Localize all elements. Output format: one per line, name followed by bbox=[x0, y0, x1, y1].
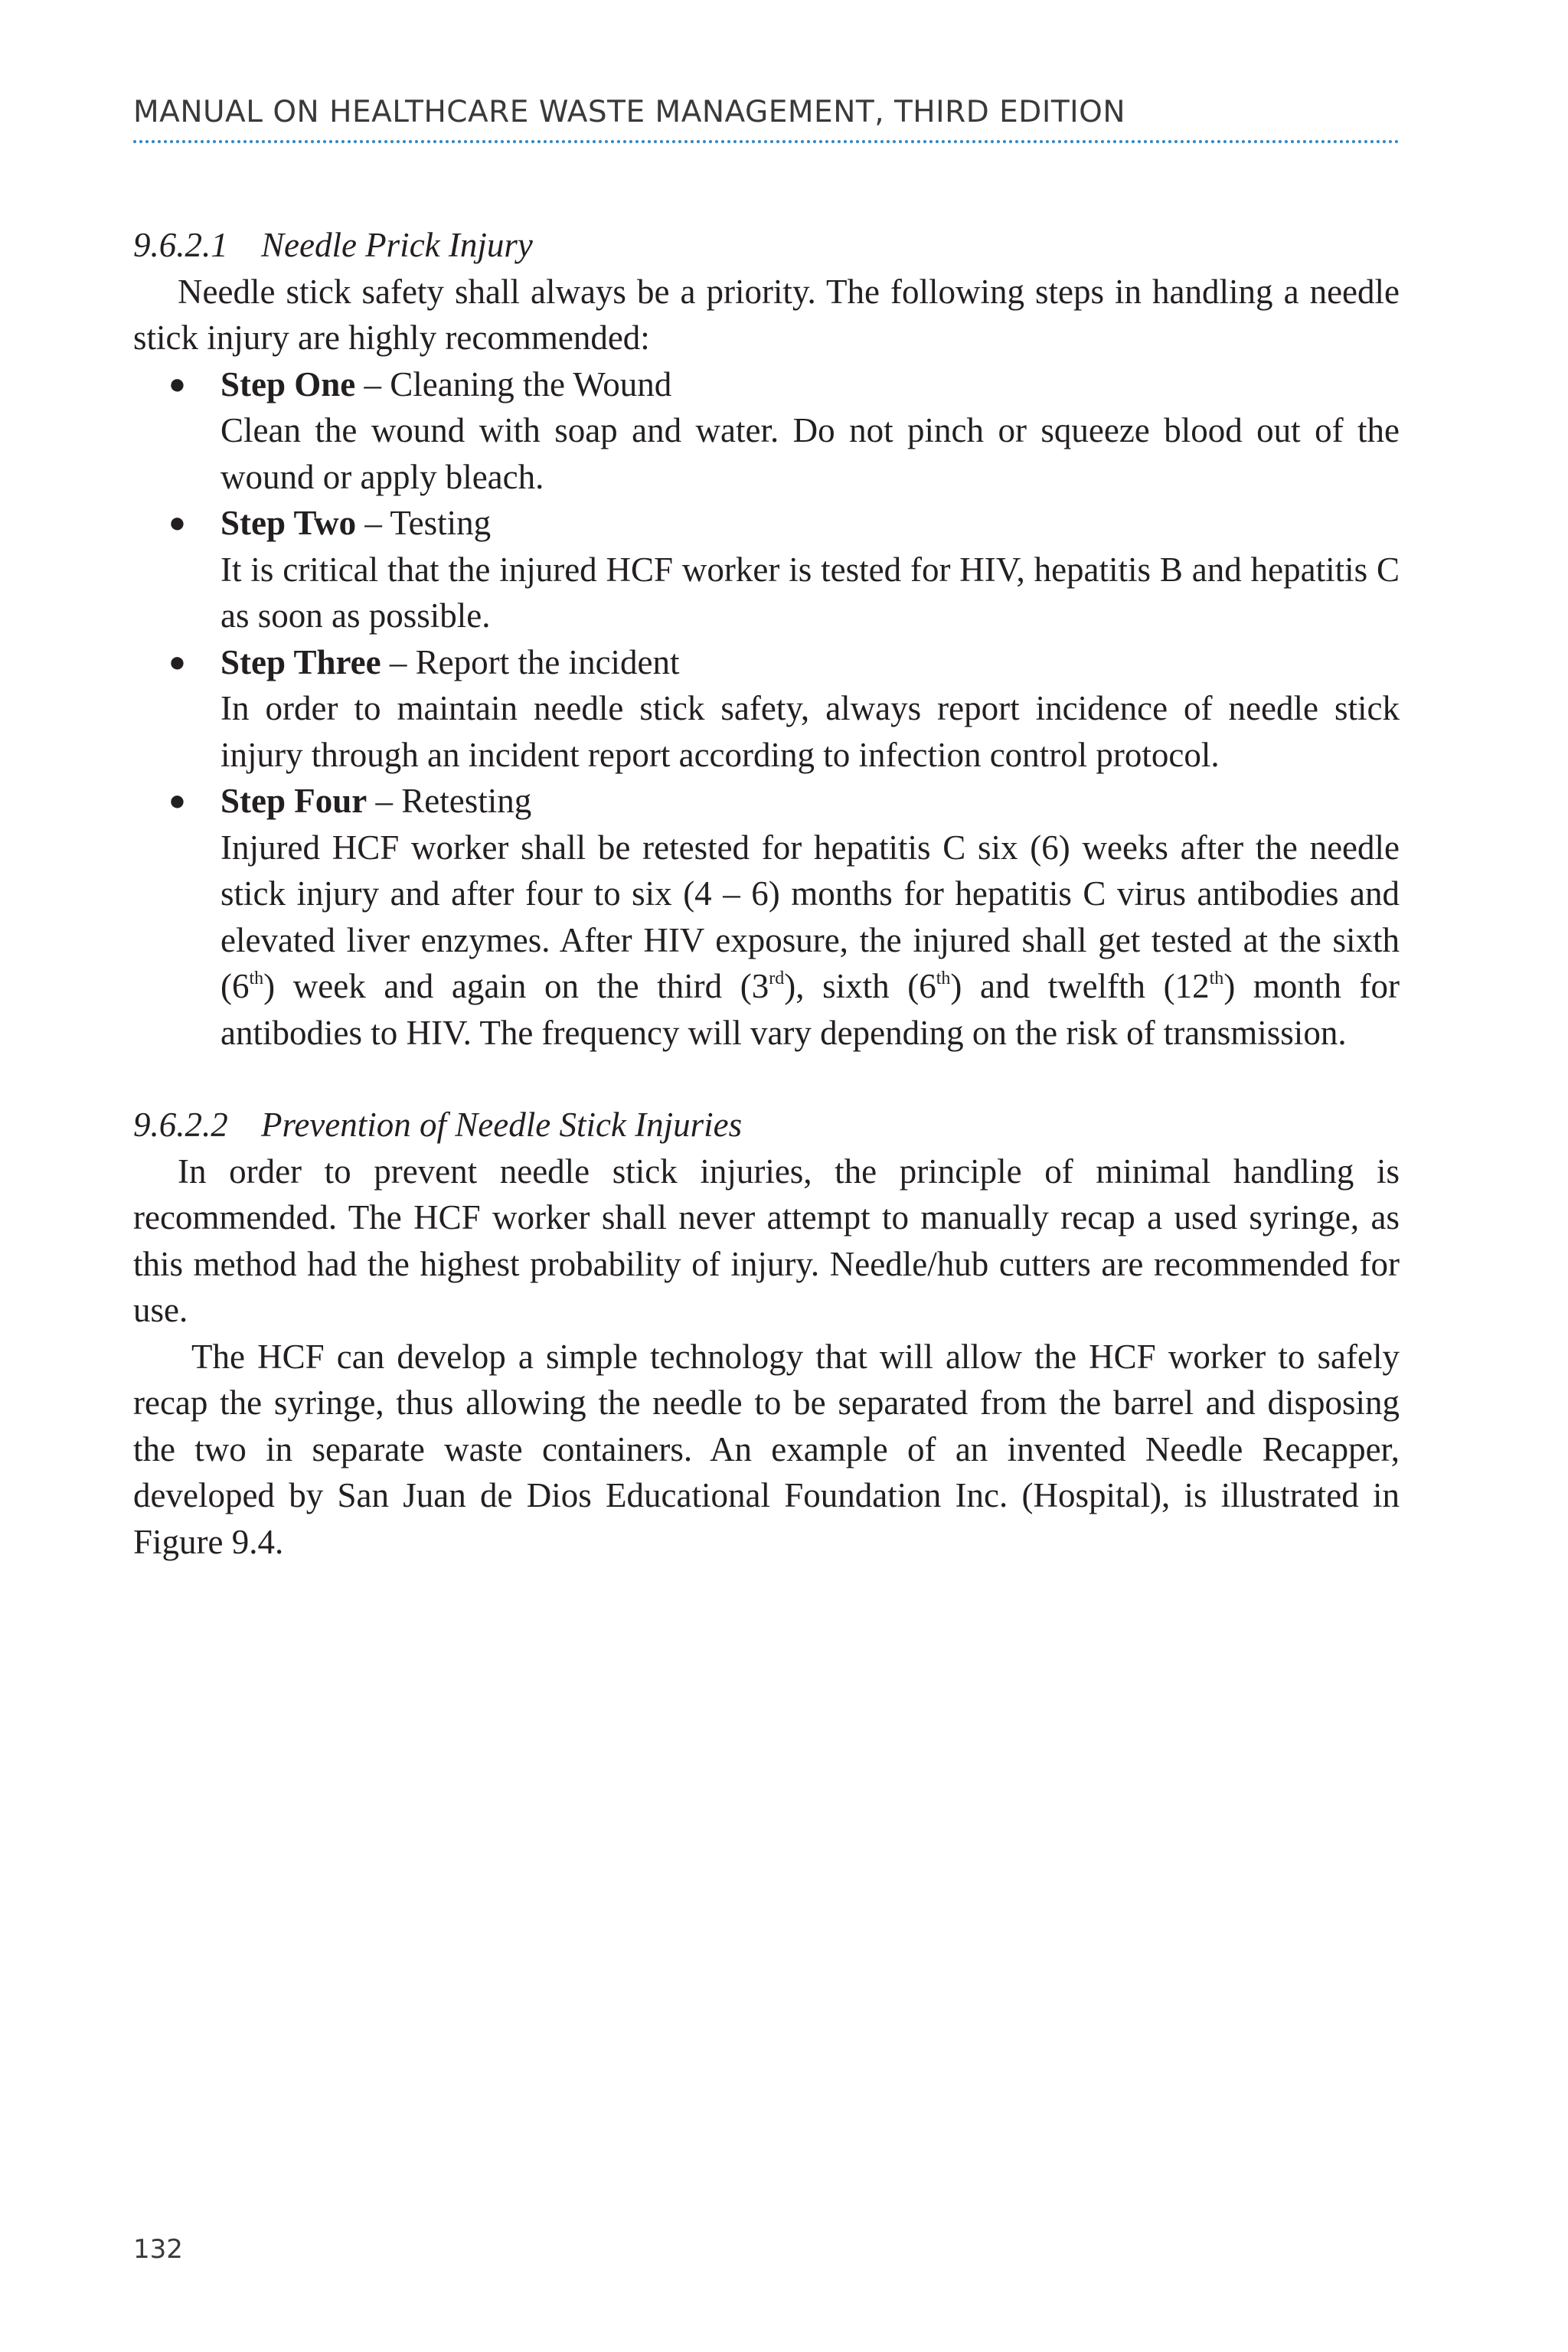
section-title: Needle Prick Injury bbox=[261, 226, 533, 264]
step-dash: – bbox=[356, 504, 390, 542]
step-title bbox=[220, 778, 1400, 825]
step-dash: – bbox=[381, 642, 416, 681]
step-body-text: Injured HCF worker shall be retested for hepatitis C six (6) weeks after the needle stick injury and after four to six (4 – 6) months for hepatitis C virus antibodies and elevated liver enzymes. After HIV exposure, the injured shall get tested at the sixth (6 bbox=[220, 828, 1400, 1005]
ordinal-superscript: th bbox=[1209, 969, 1224, 988]
section-spacer bbox=[133, 1056, 1400, 1102]
step-title bbox=[220, 361, 1400, 408]
page-content bbox=[133, 222, 1400, 1565]
step-dash: – bbox=[355, 364, 390, 403]
list-item-step-four bbox=[133, 778, 1400, 1056]
step-label: Step Two bbox=[220, 504, 357, 542]
list-item-step-two bbox=[133, 500, 1400, 639]
body-paragraph: In order to prevent needle stick injuries, the principle of minimal handling is recommended. The HCF worker shall never attempt to manually recap a used syringe, as this method had the highest probability of injury. Needle/hub cutters are recommended for use. bbox=[133, 1152, 1400, 1329]
bullet-icon: ● bbox=[168, 368, 186, 400]
section-number: 9.6.2.2 bbox=[133, 1106, 228, 1144]
step-body-text: ) week and again on the third (3 bbox=[263, 967, 769, 1005]
step-body-text: ), sixth (6 bbox=[784, 967, 936, 1005]
step-body: It is critical that the injured HCF worker is tested for HIV, hepatitis B and hepatitis C as soon as possible. bbox=[220, 550, 1400, 635]
step-dash: – bbox=[367, 782, 402, 820]
step-heading: Report the incident bbox=[415, 642, 680, 681]
body-paragraph: The HCF can develop a simple technology that will allow the HCF worker to safely recap the syringe, thus allowing the needle to be separated from the barrel and disposing the two in separate waste containers. An example of an invented Needle Recapper, developed by San Juan de Dios Educational Foundation Inc. (Hospital), is illustrated in Figure 9.4. bbox=[133, 1337, 1400, 1561]
section-heading-9-6-2-1 bbox=[133, 222, 1400, 269]
section-number: 9.6.2.1 bbox=[133, 226, 228, 264]
step-body-text: ) month for antibodies to HIV. The frequency will vary depending on the risk of transmission. bbox=[220, 967, 1400, 1052]
step-heading: Retesting bbox=[401, 782, 532, 820]
section-heading-9-6-2-2 bbox=[133, 1102, 1400, 1148]
page-number: 132 bbox=[133, 2234, 183, 2265]
step-title bbox=[220, 500, 1400, 547]
ordinal-superscript: th bbox=[936, 969, 951, 988]
step-body: In order to maintain needle stick safety, always report incidence of needle stick injury through an incident report according to infection control protocol. bbox=[220, 689, 1400, 774]
list-item-step-three bbox=[133, 639, 1400, 779]
step-label: Step Four bbox=[220, 782, 368, 820]
step-body: Clean the wound with soap and water. Do not pinch or squeeze blood out of the wound or apply bleach. bbox=[220, 411, 1400, 496]
step-heading: Cleaning the Wound bbox=[390, 364, 672, 403]
step-label: Step One bbox=[220, 364, 356, 403]
bullet-icon: ● bbox=[168, 507, 186, 539]
section-title: Prevention of Needle Stick Injuries bbox=[261, 1106, 743, 1144]
step-body-text: ) and twelfth (12 bbox=[950, 967, 1210, 1005]
running-header: MANUAL ON HEALTHCARE WASTE MANAGEMENT, THIRD EDITION bbox=[133, 95, 1400, 143]
steps-list bbox=[133, 361, 1400, 1057]
section-intro-paragraph: Needle stick safety shall always be a priority. The following steps in handling a needle stick injury are highly recommended: bbox=[133, 272, 1400, 357]
ordinal-superscript: rd bbox=[769, 969, 785, 988]
step-title bbox=[220, 639, 1400, 686]
step-body bbox=[220, 825, 1400, 1057]
step-heading: Testing bbox=[390, 504, 492, 542]
bullet-icon: ● bbox=[168, 645, 186, 678]
ordinal-superscript: th bbox=[249, 969, 264, 988]
bullet-icon: ● bbox=[168, 785, 186, 817]
document-page bbox=[133, 0, 1400, 2352]
list-item-step-one bbox=[133, 361, 1400, 501]
step-label: Step Three bbox=[220, 642, 381, 681]
